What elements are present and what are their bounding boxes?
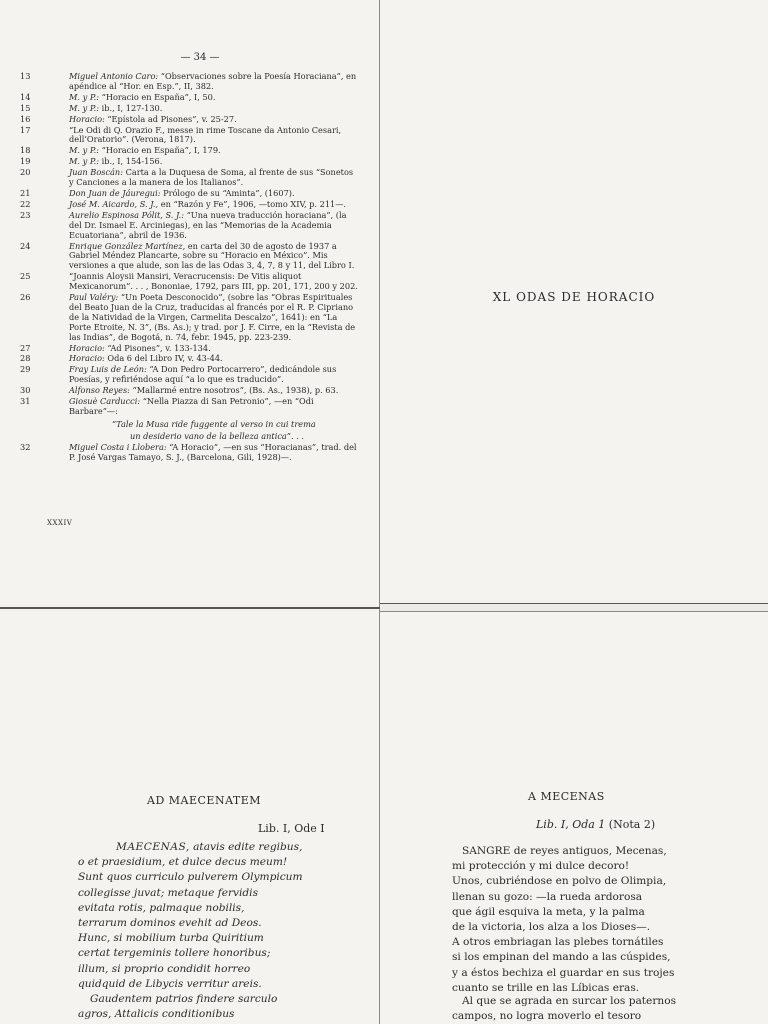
- note-number: 21: [20, 187, 31, 198]
- verse-text: de la victoria, los alza a los Dioses—.: [452, 921, 651, 934]
- note-text: [69, 168, 358, 188]
- verse-line: [452, 874, 674, 889]
- note-item: [20, 200, 358, 210]
- note-author: José M. Aicardo, S. J.,: [69, 198, 159, 209]
- note-body: ib., I, 127-130.: [99, 102, 163, 113]
- note-author: Horacio:: [69, 113, 105, 124]
- verse-text: Hunc, si mobilium turba Quiritium: [78, 932, 264, 945]
- note-body: “Horacio en España”, I, 179.: [99, 145, 221, 156]
- page-edge-right: [380, 603, 768, 604]
- note-number: 17: [20, 124, 31, 135]
- note-body: ib., I, 154-156.: [99, 156, 163, 167]
- verse-text: y a éstos bechiza el guardar en sus trojes: [452, 966, 675, 979]
- note-body: “A Don Pedro Portocarrero”, dedicándole sus Poesías, y refiriéndose aquí “a lo que es traducido”.: [69, 364, 337, 385]
- note-body: “Epístola ad Pisones”, v. 25-27.: [104, 113, 237, 124]
- note-number: 26: [20, 292, 31, 303]
- note-number: 23: [20, 209, 31, 220]
- note-author: Enrique González Martínez,: [69, 240, 186, 251]
- verse-first-word: MAECENAS,: [116, 841, 190, 853]
- notes-page: [0, 0, 380, 608]
- note-number: 13: [20, 71, 31, 81]
- note-author: Miguel Costa i Llobera:: [69, 441, 167, 452]
- note-body: “Observaciones sobre la Poesía Horaciana”, en apéndice al “Hor. en Esp.”, II, 382.: [69, 71, 357, 91]
- note-number: 20: [20, 167, 31, 178]
- verse-text: o et praesidium, et dulce decus meum!: [78, 856, 288, 869]
- spanish-ode-title: A MECENAS: [528, 790, 605, 803]
- note-item: [20, 126, 358, 146]
- verse-text: cuanto se trille en las Líbicas eras.: [452, 981, 640, 994]
- verse-line: [452, 920, 674, 935]
- note-number: 28: [20, 353, 31, 364]
- note-text: [69, 72, 358, 92]
- page-number: — 34 —: [180, 52, 220, 63]
- note-number: 25: [20, 271, 31, 282]
- note-author: Horacio:: [69, 353, 105, 364]
- verse-line: [68, 870, 303, 885]
- note-item: [20, 211, 358, 241]
- note-body: Carta a la Duquesa de Soma, al frente de sus “Sonetos y Canciones a la manera de los Italianos”.: [69, 167, 354, 188]
- verse-text: mi protección y mi dulce decoro!: [452, 860, 630, 873]
- note-quote-line: “Tale la Musa ride fuggente al verso in cui trema: [112, 418, 316, 429]
- note-author: Don Juan de Jáuregui:: [69, 187, 161, 198]
- verse-line: [68, 901, 303, 916]
- roman-page-numeral: XXXIV: [47, 519, 73, 527]
- verse-text: de reyes antiguos, Mecenas,: [510, 845, 667, 857]
- notes-list: [20, 72, 358, 464]
- note-body: en carta del 30 de agosto de 1937 a Gabriel Méndez Plancarte, sobre su “Horacio en México”. Mis versiones a que alude, son las de las Odas 3, 4, 7, 8 y 11, del Libro I.: [69, 240, 355, 271]
- title-page: [380, 0, 768, 604]
- spanish-ode-subtitle-italic: Lib. I, Oda 1: [536, 818, 606, 831]
- note-item: [20, 344, 358, 354]
- verse-line: [68, 977, 303, 992]
- spanish-verse-stanza-2: [452, 994, 676, 1024]
- note-number: 14: [20, 91, 31, 102]
- note-number: 22: [20, 198, 31, 209]
- note-text: [69, 146, 358, 156]
- note-body: “Joannis Aloysii Mansiri, Veracrucensis: De Vitis aliquot Mexicanorum”. . . , Bononiae, 1792, pars III, pp. 201, 171, 200 y 202.: [69, 271, 358, 292]
- verse-text: collegisse juvat; metaque fervidis: [78, 886, 259, 899]
- note-body: Oda 6 del Libro IV, v. 43-44.: [104, 353, 223, 364]
- note-body: “Ad Pisones”, v. 133-134.: [104, 342, 211, 353]
- verse-line: [68, 916, 303, 931]
- note-author: M. y P.:: [69, 156, 100, 167]
- verse-first-word: SANGRE: [462, 845, 511, 857]
- note-author: M. y P.:: [69, 145, 100, 156]
- note-number: 18: [20, 145, 31, 156]
- note-item: [20, 146, 358, 156]
- verse-text: Sunt quos curriculo pulverem Olympicum: [78, 871, 303, 884]
- verse-line: campos, no logra moverlo el tesoro: [452, 1010, 642, 1023]
- verse-line: [452, 890, 674, 905]
- spanish-ode-subtitle: [536, 818, 655, 831]
- note-number: 29: [20, 364, 31, 375]
- verse-line: Al que se agrada en surcar los paternos: [462, 995, 677, 1007]
- note-author: Fray Luis de León:: [69, 364, 147, 375]
- note-text: [69, 272, 358, 292]
- verse-text: certat tergeminis tollere honoribus;: [78, 947, 271, 960]
- latin-verse-stanza-2: [68, 992, 277, 1022]
- page-edge-right-lower: [380, 611, 768, 612]
- note-text: [69, 126, 358, 146]
- note-author: Miguel Antonio Caro:: [69, 71, 159, 81]
- verse-text: terrarum dominos evehit ad Deos.: [78, 917, 262, 930]
- page-gutter: [379, 0, 380, 1024]
- note-item: [20, 168, 358, 188]
- note-body: en “Razón y Fe”, 1906, —tomo XIV, p. 211—.: [158, 198, 347, 209]
- page-edge-left: [0, 607, 380, 609]
- book-title: XL ODAS DE HORACIO: [492, 290, 656, 304]
- verse-text: A otros embriagan las plebes tornátiles: [452, 936, 664, 949]
- verse-text: quidquid de Libycis verritur areis.: [78, 977, 262, 990]
- latin-ode-subtitle: Lib. I, Ode I: [258, 822, 325, 835]
- note-author: M. y P.:: [69, 102, 100, 113]
- note-author: M. y P.:: [69, 91, 100, 102]
- spanish-ode-page: [380, 612, 768, 1024]
- note-number: 32: [20, 441, 31, 452]
- verse-text: atavis edite regibus,: [189, 841, 303, 853]
- note-author: Giosuè Carducci:: [69, 396, 141, 407]
- note-text: [69, 354, 358, 364]
- note-item: [20, 93, 358, 103]
- note-number: 24: [20, 240, 31, 251]
- verse-text: evitata rotis, palmaque nobilis,: [78, 901, 245, 914]
- note-item: [20, 72, 358, 92]
- verse-line: [68, 840, 303, 855]
- note-item: [20, 272, 358, 292]
- spanish-ode-note-ref: (Nota 2): [605, 818, 656, 831]
- verse-text: Unos, cubriéndose en polvo de Olimpia,: [452, 875, 667, 888]
- note-author: Juan Boscán:: [69, 167, 123, 178]
- verse-line: [68, 886, 303, 901]
- note-body: “Nella Piazza di San Petronio”, —en “Odi Barbare”—:: [69, 396, 314, 416]
- note-body: “A Horacio”, —en sus “Horacianas”, trad. del P. José Vargas Tamayo, S. J., (Barcelona, Gili, 1928)—.: [69, 441, 357, 462]
- note-text: [69, 293, 358, 343]
- note-item: [20, 397, 358, 417]
- verse-line: [452, 859, 674, 874]
- verse-line: [68, 962, 303, 977]
- note-item: [20, 104, 358, 114]
- note-text: [69, 242, 358, 272]
- latin-ode-title: AD MAECENATEM: [147, 794, 262, 807]
- note-text: [69, 115, 358, 125]
- note-item: [20, 293, 358, 343]
- note-number: 27: [20, 342, 31, 353]
- verse-line: [68, 946, 303, 961]
- note-text: [69, 443, 358, 463]
- note-number: 15: [20, 102, 31, 113]
- note-body: “Mallarmé entre nosotros”, (Bs. As., 1938), p. 63.: [129, 385, 339, 396]
- note-text: [69, 344, 358, 354]
- verse-text: si los empinan del mando a las cúspides,: [452, 951, 671, 964]
- verse-line: [452, 905, 674, 920]
- latin-ode-page: [0, 608, 380, 1024]
- verse-line: [68, 931, 303, 946]
- verse-line: [68, 855, 303, 870]
- note-author: Alfonso Reyes:: [69, 385, 130, 396]
- note-author: Aurelio Espinosa Pólit, S. J.:: [69, 209, 185, 220]
- note-text: [69, 211, 358, 241]
- verse-line: [452, 844, 674, 859]
- note-item: [20, 443, 358, 463]
- note-number: 31: [20, 396, 31, 407]
- verse-line: agros, Attalicis conditionibus: [78, 1008, 235, 1021]
- note-text: [69, 365, 358, 385]
- note-body: “Horacio en España”, I, 50.: [99, 91, 216, 102]
- note-body: “Le Odi di Q. Orazio F., messe in rime Toscane da Antonio Cesari, dell’Oratorio”. (Verona, 1817).: [69, 124, 342, 145]
- note-text: [69, 200, 358, 210]
- verse-line: [452, 966, 674, 981]
- note-text: [69, 386, 358, 396]
- note-quote-line: un desiderio vano de la belleza antica”. . .: [130, 430, 305, 441]
- note-body: “Una nueva traducción horaciana”, (la del Dr. Ismael E. Arciniegas), en las “Memorias de la Academia Ecuatoriana”, abril de 1936.: [69, 209, 347, 240]
- note-number: 19: [20, 156, 31, 167]
- verse-line: Gaudentem patrios findere sarculo: [90, 993, 278, 1005]
- verse-text: illum, si proprio condidit horreo: [78, 962, 251, 975]
- verse-text: que ágil esquiva la meta, y la palma: [452, 905, 645, 918]
- note-item: [20, 115, 358, 125]
- note-item: [20, 157, 358, 167]
- note-body: Prólogo de su “Aminta”, (1607).: [160, 187, 295, 198]
- note-text: [69, 397, 358, 417]
- spanish-verse: [452, 844, 674, 996]
- note-body: “Un Poeta Desconocido”, (sobre las “Obras Espirituales del Beato Juan de la Cruz, traducidas al francés por el R. P. Cipriano de la Natividad de la Virgen, Carmelita Descalzo”, 1641): en “La Porte Etroite, N. 3”, (Bs. As.); y trad. por J. F. Cirre, en la “Revista de las Indias”, de Bogotá, n. 74, febr. 1945, pp. 223-239.: [69, 292, 356, 342]
- verse-line: [452, 935, 674, 950]
- note-number: 30: [20, 385, 31, 396]
- note-item: [20, 354, 358, 364]
- note-author: Paul Valéry:: [69, 292, 119, 303]
- note-text: [69, 93, 358, 103]
- note-item: [20, 365, 358, 385]
- note-author: Horacio:: [69, 342, 105, 353]
- note-text: [69, 189, 358, 199]
- note-item: [20, 189, 358, 199]
- note-item: [20, 386, 358, 396]
- verse-text: llenan su gozo: —la rueda ardorosa: [452, 890, 643, 903]
- latin-verse: [68, 840, 303, 992]
- note-number: 16: [20, 113, 31, 124]
- note-text: [69, 157, 358, 167]
- note-text: [69, 104, 358, 114]
- verse-line: [452, 950, 674, 965]
- note-item: [20, 242, 358, 272]
